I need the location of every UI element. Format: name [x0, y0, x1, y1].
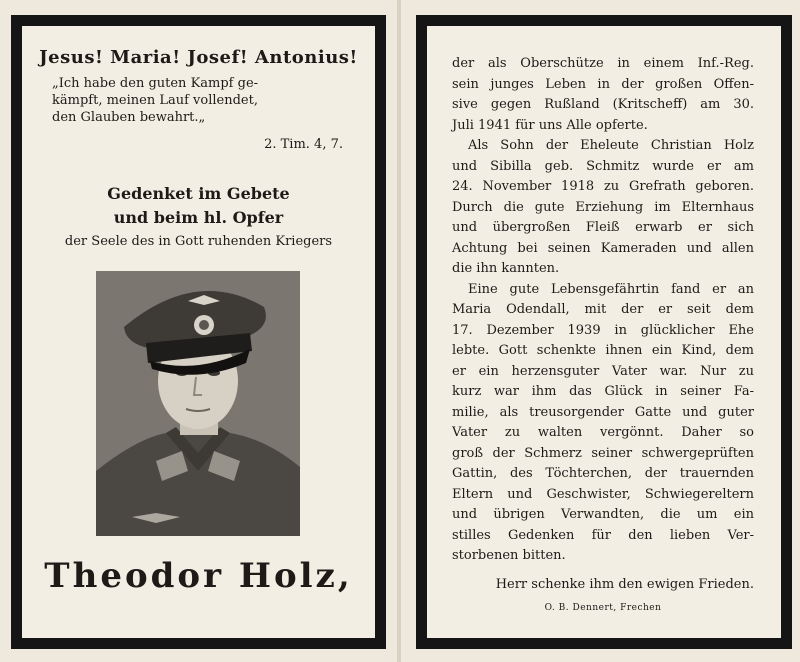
bio-line: groß der Schmerz seiner schwergeprüften — [452, 445, 754, 461]
bio-line: die ihn kannten. — [452, 261, 560, 276]
bio-line: storbenen bitten. — [452, 548, 566, 563]
bio-line: der als Oberschütze in einem Inf.-Reg. — [452, 56, 754, 71]
bio-line: 24. November 1918 zu Grefrath geboren. — [452, 179, 754, 194]
bio-line: und Sibilla geb. Schmitz wurde er am — [452, 158, 754, 174]
commemorate-line-2: und beim hl. Opfer — [113, 208, 284, 227]
bio-line: 17. Dezember 1939 in glücklicher Ehe — [452, 322, 754, 338]
portrait-illustration — [96, 271, 300, 536]
bio-line: und übrigen Verwandten, die um ein — [452, 507, 754, 522]
bio-line: kurz war ihm das Glück in seiner Fa- — [452, 384, 754, 399]
bio-line: Eltern und Geschwister, Schwiegereltern — [452, 486, 754, 502]
quote-line: „Ich habe den guten Kampf ge- — [52, 76, 259, 91]
bio-line: Als Sohn der Eheleute Christian Holz — [468, 138, 754, 153]
invocation-heading: Jesus! Maria! Josef! Antonius! — [39, 47, 358, 68]
bio-line: sein junges Leben in der großen Offen- — [452, 76, 754, 92]
bio-line: lebte. Gott schenkte ihnen ein Kind, dem — [452, 343, 754, 358]
bio-line: milie, als treusorgender Gatte und guter — [452, 404, 754, 420]
bio-line: stilles Gedenken für den lieben Ver- — [452, 527, 754, 543]
quote-reference: 2. Tim. 4, 7. — [264, 137, 343, 152]
quote-line: kämpft, meinen Lauf vollendet, — [52, 93, 258, 108]
bio-line: sive gegen Rußland (Kritscheff) am 30. — [452, 97, 754, 112]
bio-line: Achtung bei seinen Kameraden und allen — [452, 240, 754, 256]
quote-line: den Glauben bewahrt.„ — [52, 110, 206, 125]
deceased-name: Theodor Holz, — [44, 556, 353, 596]
bio-line: Gattin, des Töchterchen, der trauernden — [452, 466, 754, 481]
bio-line: und übergroßen Fleiß erwarb er sich — [452, 220, 754, 235]
commemorate-line-1: Gedenket im Gebete — [107, 184, 290, 203]
bio-line: er ein herzensguter Vater war. Nur zu — [452, 363, 754, 379]
bio-line: Maria Odendall, mit der er seit dem — [452, 302, 754, 317]
bio-line: Durch die gute Erziehung im Elternhaus — [452, 199, 754, 215]
soul-line: der Seele des in Gott ruhenden Kriegers — [64, 234, 333, 249]
biography-text — [452, 54, 754, 567]
left-card-page — [0, 0, 397, 662]
closing-prayer: Herr schenke ihm den ewigen Frieden. — [495, 577, 754, 592]
bible-quote — [52, 75, 352, 126]
bio-line: Eine gute Lebensgefährtin fand er an — [468, 281, 754, 297]
bio-line: Juli 1941 für uns Alle opferte. — [452, 117, 648, 133]
printer-credit: O. B. Dennert, Frechen — [544, 603, 662, 613]
soldier-portrait-photo — [96, 271, 300, 536]
bio-line: Vater zu walten vergönnt. Daher so — [452, 425, 754, 440]
